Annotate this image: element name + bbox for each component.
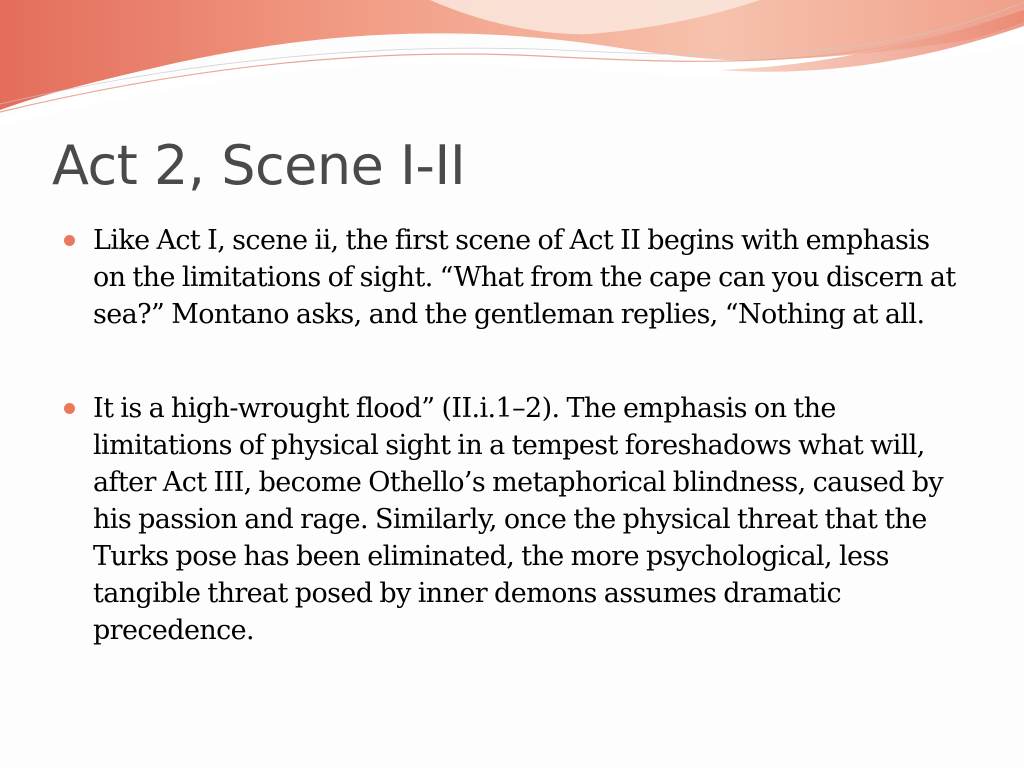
bullet-item	[64, 390, 964, 649]
decorative-wave-banner	[0, 0, 1024, 130]
slide-title: Act 2, Scene I-II	[52, 134, 466, 197]
bullet-list	[64, 222, 964, 706]
bullet-text: Like Act I, scene ii, the first scene of Act II begins with emphasis on the limitations of sight. “What from the cape can you discern at sea?” Montano asks, and the gentleman replies, “Nothing at all.	[93, 225, 956, 330]
bullet-text: It is a high-wrought flood” (II.i.1–2). The emphasis on the limitations of physical sight in a tempest foreshadows what will, after Act III, become Othello’s metaphorical blindness, caused by his passion and rage. Similarly, once the physical threat that the Turks pose has been eliminated, the more psychological, less tangible threat posed by inner demons assumes dramatic precedence.	[93, 393, 944, 646]
bullet-dot-icon	[64, 235, 75, 246]
bullet-item	[64, 222, 964, 333]
bullet-dot-icon	[64, 403, 75, 414]
